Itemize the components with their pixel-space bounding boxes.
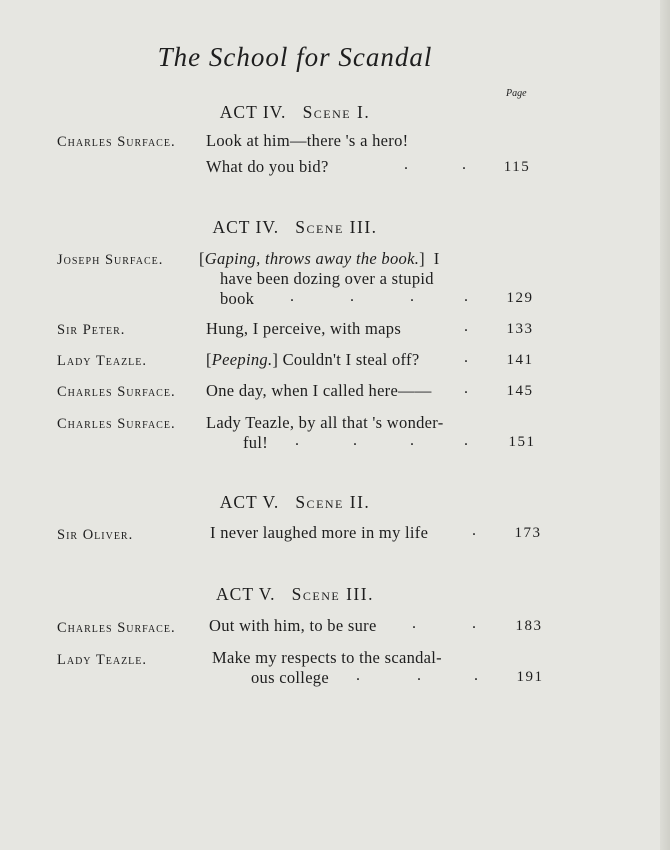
quote-line: Hung, I perceive, with maps	[206, 319, 402, 338]
page-number: 173	[514, 525, 542, 541]
leader-dot: .	[417, 667, 421, 684]
speaker-name: Lady Teazle.	[57, 353, 148, 369]
page-number: 141	[506, 352, 534, 368]
leader-dot: .	[464, 288, 468, 305]
speaker-name: Sir Peter.	[57, 322, 126, 338]
speaker-name: Lady Teazle.	[57, 652, 148, 668]
leader-dot: .	[350, 288, 354, 305]
speaker-name: Joseph Surface.	[57, 252, 164, 268]
speaker-name: Charles Surface.	[57, 416, 176, 432]
page-number: 183	[515, 618, 543, 634]
leader-dot: .	[410, 288, 414, 305]
page-number: 133	[506, 321, 534, 337]
act-heading	[0, 492, 590, 513]
quote-line: I never laughed more in my life	[210, 523, 429, 542]
leader-dot: .	[404, 156, 408, 173]
act-label: ACT IV.	[219, 102, 287, 122]
quote-line: Look at him—there 's a hero!	[206, 131, 409, 150]
quote-text: Couldn't I steal off?	[282, 350, 420, 369]
page-title: The School for Scandal	[157, 42, 433, 72]
leader-dot: .	[464, 318, 468, 335]
act-label: ACT IV.	[212, 217, 280, 237]
quote-line: Out with him, to be sure	[209, 616, 377, 635]
quote-line: What do you bid?	[206, 157, 329, 176]
speaker-name: Sir Oliver.	[57, 527, 134, 543]
quote-line: Make my respects to the scandal-	[212, 648, 442, 667]
leader-dot: .	[474, 667, 478, 684]
quote-line: One day, when I called here——	[206, 381, 432, 400]
leader-dot: .	[462, 156, 466, 173]
act-heading	[0, 102, 590, 123]
page-number: 145	[506, 383, 534, 399]
scene-label: Scene III.	[291, 584, 374, 604]
speaker-name: Charles Surface.	[57, 384, 176, 400]
speaker-name: Charles Surface.	[57, 134, 176, 150]
scene-label: Scene III.	[295, 217, 378, 237]
page-number: 151	[508, 434, 536, 450]
quote-line: [Peeping.] Couldn't I steal off?	[206, 350, 420, 369]
act-label: ACT V.	[219, 492, 280, 512]
quote-line: have been dozing over a stupid	[220, 269, 434, 288]
leader-dot: .	[472, 615, 476, 632]
stage-direction: Gaping, throws away the book.	[204, 249, 420, 268]
quote-line: book	[220, 289, 255, 308]
scene-label: Scene II.	[295, 492, 371, 512]
page-edge	[660, 0, 670, 850]
act-heading	[0, 217, 590, 238]
quote-line: Lady Teazle, by all that 's wonder-	[206, 413, 444, 432]
scene-label: Scene I.	[302, 102, 371, 122]
leader-dot: .	[412, 615, 416, 632]
leader-dot: .	[410, 432, 414, 449]
leader-dot: .	[472, 522, 476, 539]
leader-dot: .	[295, 432, 299, 449]
leader-dot: .	[464, 380, 468, 397]
quote-line: ful!	[243, 433, 269, 452]
page-number: 129	[506, 290, 534, 306]
speaker-name: Charles Surface.	[57, 620, 176, 636]
act-label: ACT V.	[216, 584, 276, 604]
page-column-label: Page	[506, 88, 527, 99]
leader-dot: .	[356, 667, 360, 684]
quote-line: ous college	[251, 668, 329, 687]
leader-dot: .	[353, 432, 357, 449]
quote-line: [Gaping, throws away the book.] I	[199, 249, 440, 268]
stage-direction: Peeping.	[211, 350, 273, 369]
leader-dot: .	[464, 349, 468, 366]
leader-dot: .	[464, 432, 468, 449]
page-number: 115	[503, 159, 531, 175]
act-heading	[0, 584, 590, 605]
leader-dot: .	[290, 288, 294, 305]
quote-text: I	[433, 249, 440, 268]
page-number: 191	[516, 669, 544, 685]
